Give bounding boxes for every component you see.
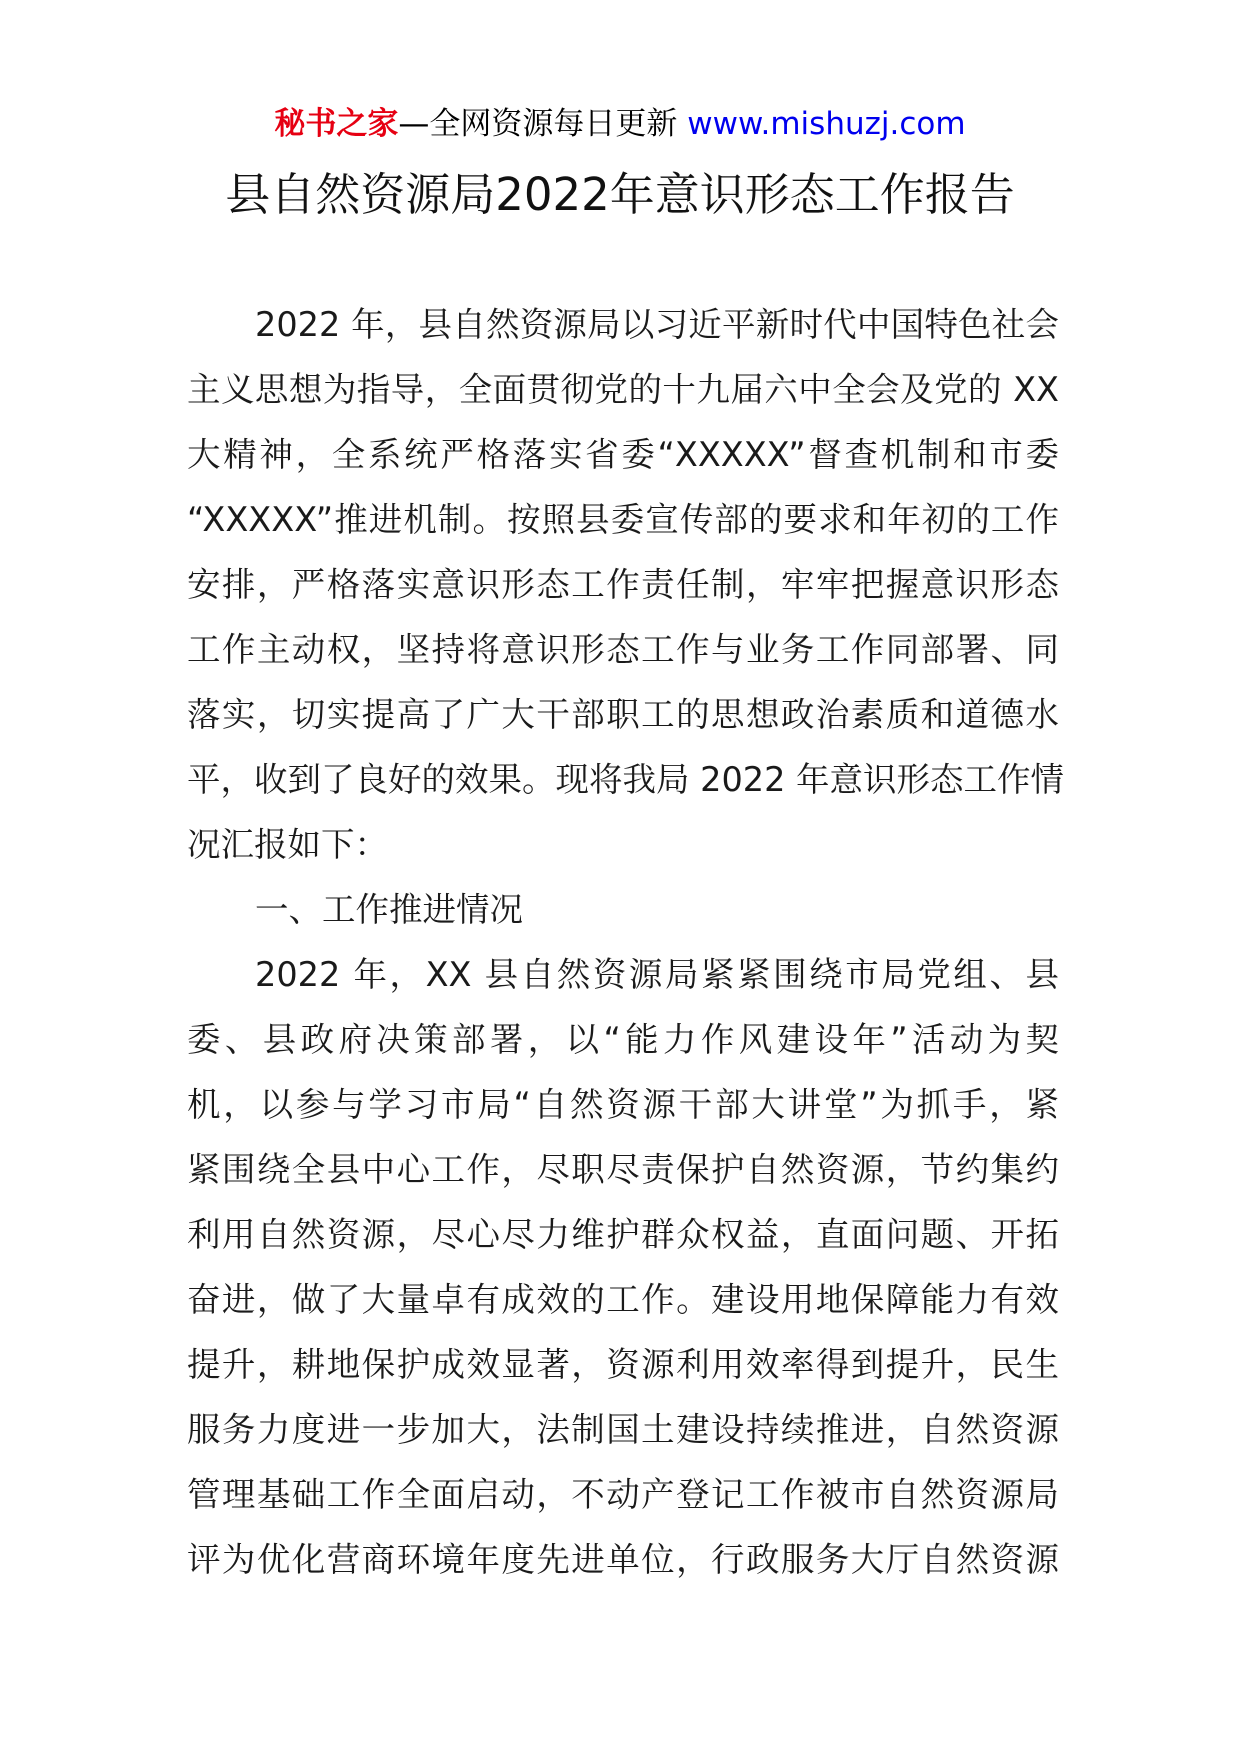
text-line bbox=[187, 1267, 1059, 1332]
text-line bbox=[187, 1072, 1059, 1137]
text-line-content: 平，收到了良好的效果。现将我局 2022 年意识形态工作情 bbox=[187, 760, 1065, 799]
text-line-content: 况汇报如下： bbox=[187, 825, 388, 864]
document-body bbox=[187, 292, 1065, 1592]
text-line bbox=[187, 1007, 1059, 1072]
text-line-content: 主义思想为指导，全面贯彻党的十九届六中全会及党的 XX bbox=[187, 370, 1059, 409]
text-line-content: 2022 年，县自然资源局以习近平新时代中国特色社会 bbox=[255, 305, 1059, 344]
document-title: 县自然资源局2022年意识形态工作报告 bbox=[225, 168, 1015, 221]
text-line-content: 服务力度进一步加大，法制国土建设持续推进，自然资源 bbox=[187, 1410, 1059, 1449]
text-line bbox=[187, 1202, 1059, 1267]
text-line bbox=[187, 1527, 1059, 1592]
text-line-content: 机，以参与学习市局“自然资源干部大讲堂”为抓手，紧 bbox=[187, 1085, 1059, 1124]
text-line bbox=[187, 487, 1059, 552]
site-url-link[interactable]: www.mishuzj.com bbox=[687, 106, 966, 142]
text-line-content: “XXXXX”推进机制。按照县委宣传部的要求和年初的工作 bbox=[187, 500, 1059, 539]
text-line bbox=[187, 1462, 1059, 1527]
text-line bbox=[187, 1397, 1059, 1462]
text-line-content: 提升，耕地保护成效显著，资源利用效率得到提升，民生 bbox=[187, 1345, 1059, 1384]
text-line bbox=[187, 1332, 1059, 1397]
text-line-content: 紧围绕全县中心工作，尽职尽责保护自然资源，节约集约 bbox=[187, 1150, 1059, 1189]
text-line-content: 奋进，做了大量卓有成效的工作。建设用地保障能力有效 bbox=[187, 1280, 1059, 1319]
text-line bbox=[187, 877, 1059, 942]
text-line-content: 评为优化营商环境年度先进单位，行政服务大厅自然资源 bbox=[187, 1540, 1059, 1579]
text-line bbox=[187, 682, 1059, 747]
text-line-content: 2022 年，XX 县自然资源局紧紧围绕市局党组、县 bbox=[255, 955, 1059, 994]
text-line-content: 委、县政府决策部署，以“能力作风建设年”活动为契 bbox=[187, 1020, 1059, 1059]
text-line bbox=[187, 552, 1059, 617]
text-line bbox=[187, 1137, 1059, 1202]
text-line bbox=[187, 357, 1059, 422]
text-line-content: 管理基础工作全面启动，不动产登记工作被市自然资源局 bbox=[187, 1475, 1059, 1514]
text-line bbox=[187, 747, 1065, 812]
text-line-content: 利用自然资源，尽心尽力维护群众权益，直面问题、开拓 bbox=[187, 1215, 1059, 1254]
text-line bbox=[187, 422, 1059, 487]
text-line bbox=[187, 812, 1059, 877]
text-line-content: 落实，切实提高了广大干部职工的思想政治素质和道德水 bbox=[187, 695, 1059, 734]
site-header bbox=[0, 104, 1240, 144]
text-line bbox=[187, 617, 1059, 682]
text-line-content: 安排，严格落实意识形态工作责任制，牢牢把握意识形态 bbox=[187, 565, 1059, 604]
text-line bbox=[187, 942, 1059, 1007]
header-tagline: —全网资源每日更新 bbox=[398, 106, 678, 142]
text-line bbox=[187, 292, 1059, 357]
brand-name: 秘书之家 bbox=[274, 106, 399, 142]
text-line-content: 工作主动权，坚持将意识形态工作与业务工作同部署、同 bbox=[187, 630, 1059, 669]
text-line-content: 一、工作推进情况 bbox=[255, 890, 523, 929]
text-line-content: 大精神，全系统严格落实省委“XXXXX”督查机制和市委 bbox=[187, 435, 1059, 474]
